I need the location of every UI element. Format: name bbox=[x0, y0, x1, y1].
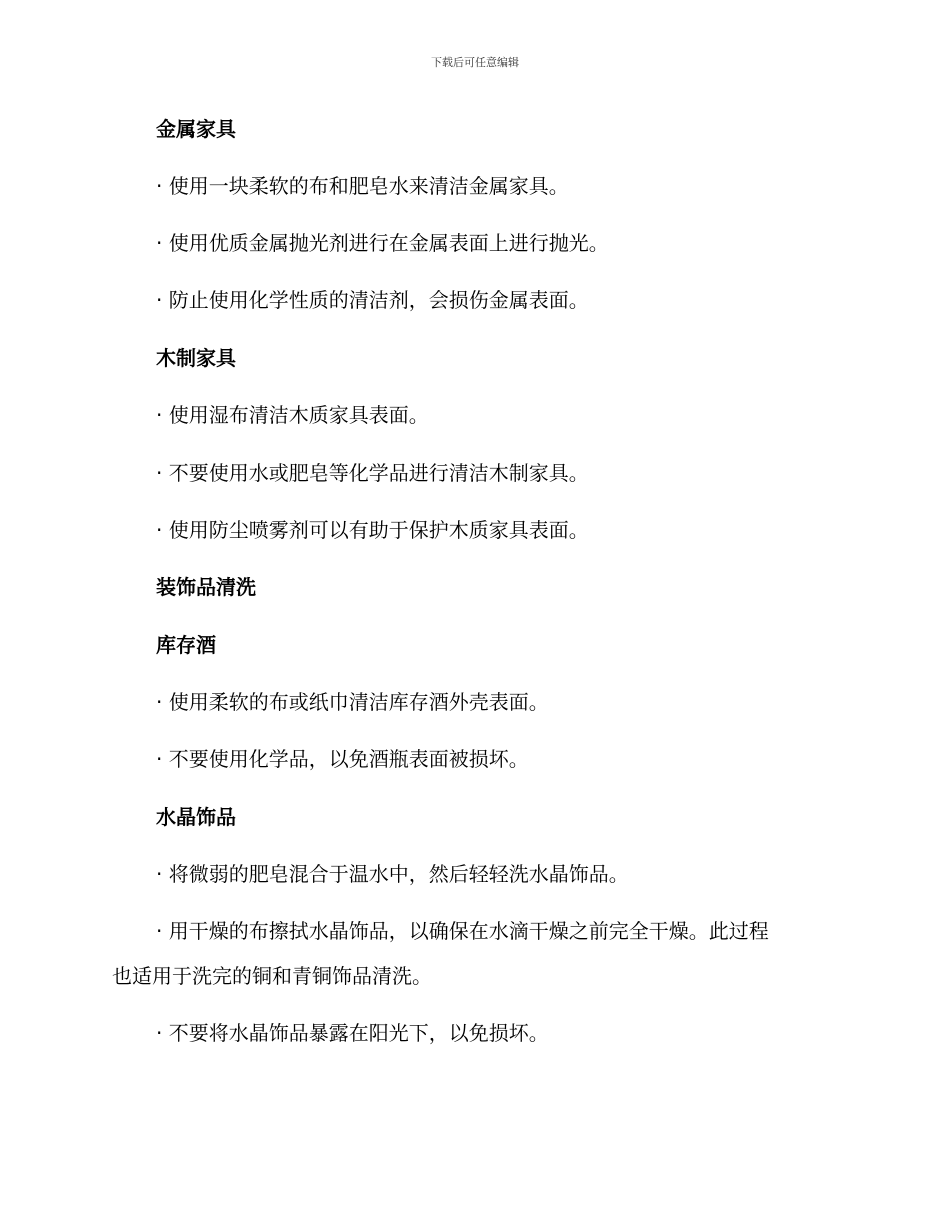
bullet-item: · 将微弱的肥皂混合于温水中，然后轻轻洗水晶饰品。 bbox=[156, 862, 629, 886]
section-heading-decor: 装饰品清洗 bbox=[156, 575, 256, 599]
section-heading-crystal: 水晶饰品 bbox=[156, 805, 236, 829]
bullet-item: · 防止使用化学性质的清洁剂，会损伤金属表面。 bbox=[156, 288, 589, 312]
section-heading-metal: 金属家具 bbox=[156, 117, 236, 141]
page-header: 下载后可任意编辑 bbox=[431, 56, 519, 69]
bullet-item: · 不要将水晶饰品暴露在阳光下，以免损坏。 bbox=[156, 1021, 549, 1045]
section-heading-wine: 库存酒 bbox=[156, 633, 216, 657]
bullet-item: · 不要使用水或肥皂等化学品进行清洁木制家具。 bbox=[156, 461, 589, 485]
section-heading-wood: 木制家具 bbox=[156, 346, 236, 370]
bullet-item: · 使用一块柔软的布和肥皂水来清洁金属家具。 bbox=[156, 174, 569, 198]
bullet-item: · 用干燥的布擦拭水晶饰品，以确保在水滴干燥之前完全干燥。此过程 bbox=[156, 919, 769, 943]
bullet-item: · 不要使用化学品，以免酒瓶表面被损坏。 bbox=[156, 747, 529, 771]
bullet-item: · 使用柔软的布或纸巾清洁库存酒外壳表面。 bbox=[156, 690, 549, 714]
bullet-item: · 使用湿布清洁木质家具表面。 bbox=[156, 403, 429, 427]
bullet-item: · 使用优质金属抛光剂进行在金属表面上进行抛光。 bbox=[156, 231, 609, 255]
bullet-item-continuation: 也适用于洗完的铜和青铜饰品清洗。 bbox=[112, 964, 432, 988]
bullet-item: · 使用防尘喷雾剂可以有助于保护木质家具表面。 bbox=[156, 518, 589, 542]
